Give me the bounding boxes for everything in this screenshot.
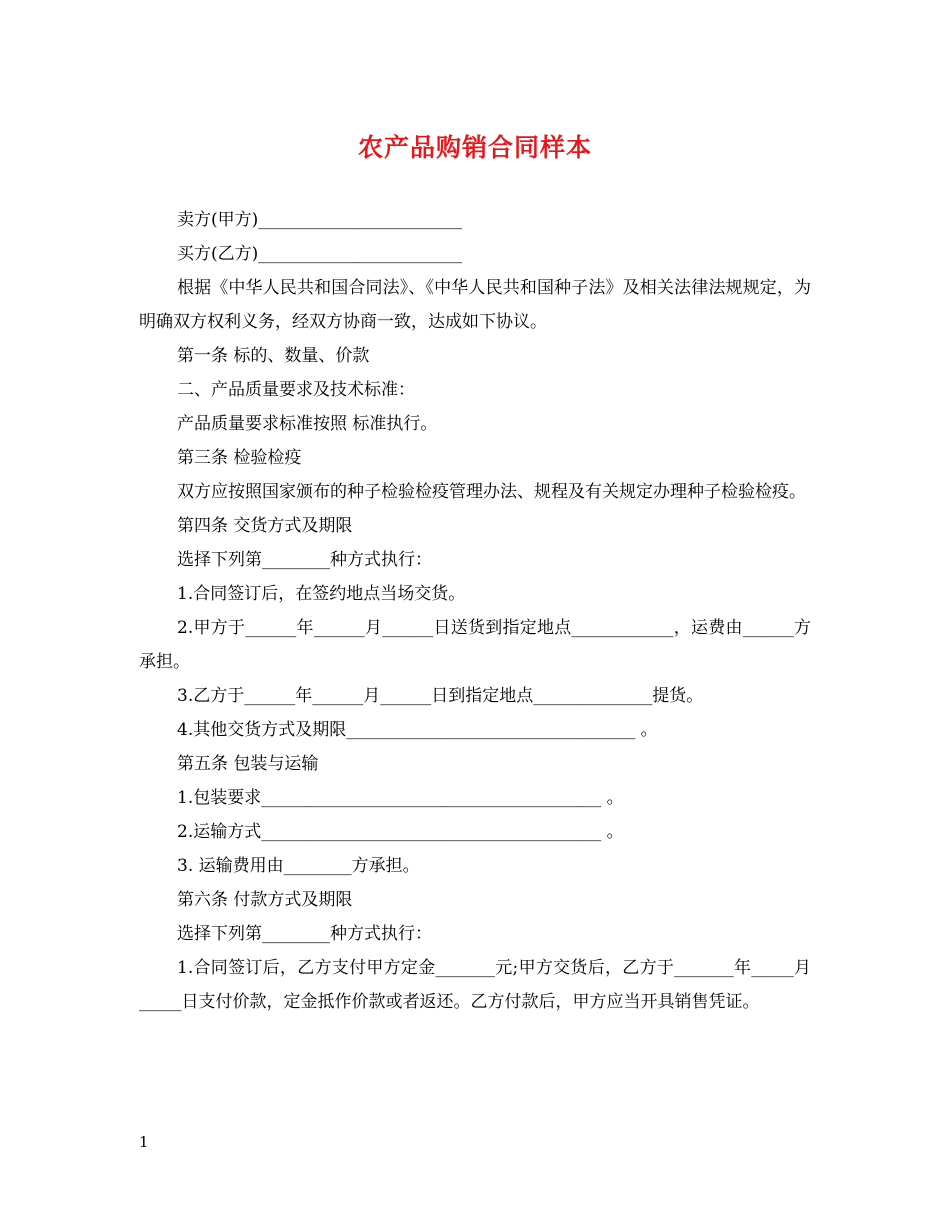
section-2-heading: 二、产品质量要求及技术标准：: [177, 380, 415, 400]
payment-option-line: 选择下列第________种方式执行：: [177, 924, 432, 944]
packaging-item-2: 2.运输方式________________________________________ 。: [177, 822, 624, 842]
document-body: [139, 203, 811, 1019]
page-number: 1: [139, 1133, 149, 1151]
preamble-paragraph: 根据《中华人民共和国合同法》、《中华人民共和国种子法》及相关法律法规规定，为明确双方权利义务，经双方协商一致，达成如下协议。: [139, 278, 811, 332]
article-3-heading: 第三条 检验检疫: [177, 448, 302, 468]
packaging-item-3: 3. 运输费用由________方承担。: [177, 856, 420, 876]
delivery-item-4: 4.其他交货方式及期限__________________________________ 。: [177, 720, 658, 740]
article-1-heading: 第一条 标的、数量、价款: [177, 346, 370, 366]
delivery-item-2: 2.甲方于______年______月______日送货到指定地点____________，运费由______方承担。: [139, 618, 811, 672]
payment-item-1: 1.合同签订后，乙方支付甲方定金_______元;甲方交货后，乙方于_______年_____月_____日支付价款，定金抵作价款或者返还。乙方付款后，甲方应当开具销售凭证。: [139, 958, 811, 1012]
delivery-option-line: 选择下列第________种方式执行：: [177, 550, 432, 570]
article-6-heading: 第六条 付款方式及期限: [177, 890, 353, 910]
article-4-heading: 第四条 交货方式及期限: [177, 516, 353, 536]
inspection-paragraph: 双方应按照国家颁布的种子检验检疫管理办法、规程及有关规定办理种子检验检疫。: [177, 482, 806, 502]
packaging-item-1: 1.包装要求________________________________________ 。: [177, 788, 624, 808]
delivery-item-1: 1.合同签订后，在签约地点当场交货。: [177, 584, 466, 604]
seller-line: 卖方(甲方)________________________: [177, 210, 463, 230]
document-title: 农产品购销合同样本: [357, 133, 592, 162]
article-5-heading: 第五条 包装与运输: [177, 754, 319, 774]
buyer-line: 买方(乙方)________________________: [177, 244, 463, 264]
delivery-item-3: 3.乙方于______年______月______日到指定地点______________提货。: [177, 686, 704, 706]
quality-standard-line: 产品质量要求标准按照 标准执行。: [177, 414, 438, 434]
